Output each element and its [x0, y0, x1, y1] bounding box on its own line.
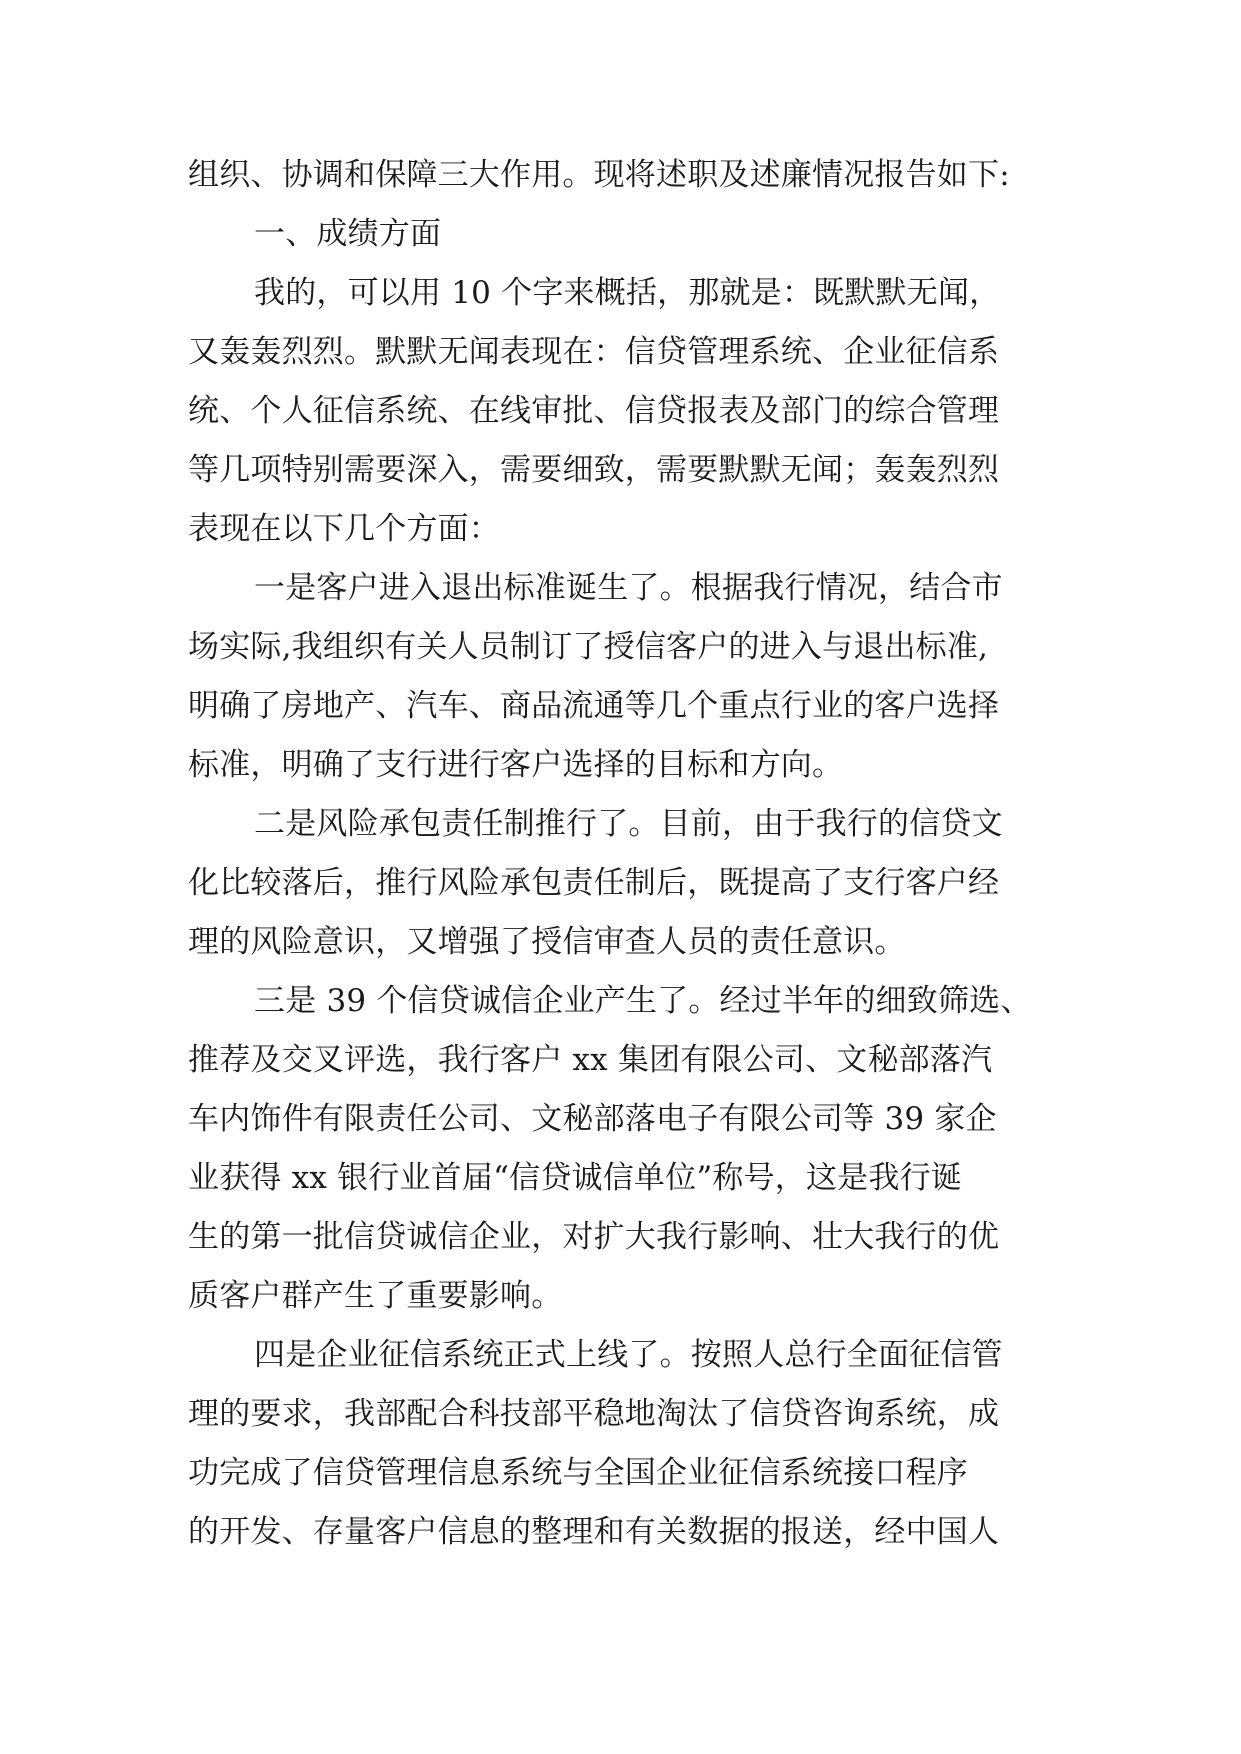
text-line: 三是 39 个信贷诚信企业产生了。经过半年的细致筛选、 — [254, 983, 1032, 1019]
text-line: 推荐及交叉评选，我行客户 xx 集团有限公司、文秘部落汽 — [188, 1042, 993, 1078]
text-line: 化比较落后，推行风险承包责任制后，既提高了支行客户经 — [188, 865, 1000, 901]
text-line: 我的，可以用 10 个字来概括，那就是：既默默无闻， — [254, 275, 1001, 311]
text-line: 场实际,我组织有关人员制订了授信客户的进入与退出标准, — [188, 629, 989, 665]
text-line: 一是客户进入退出标准诞生了。根据我行情况，结合市 — [254, 570, 1003, 606]
text-line: 明确了房地产、汽车、商品流通等几个重点行业的客户选择 — [188, 688, 1000, 724]
text-line: 二是风险承包责任制推行了。目前，由于我行的信贷文 — [254, 806, 1003, 842]
text-line: 表现在以下几个方面： — [188, 511, 500, 547]
text-line: 质客户群产生了重要影响。 — [188, 1278, 563, 1314]
text-line: 车内饰件有限责任公司、文秘部落电子有限公司等 39 家企 — [188, 1101, 997, 1137]
text-line: 功完成了信贷管理信息系统与全国企业征信系统接口程序 — [188, 1455, 968, 1491]
text-line: 四是企业征信系统正式上线了。按照人总行全面征信管 — [254, 1337, 1003, 1373]
text-line: 理的要求，我部配合科技部平稳地淘汰了信贷咨询系统，成 — [188, 1396, 1000, 1432]
text-line: 的开发、存量客户信息的整理和有关数据的报送，经中国人 — [188, 1514, 1000, 1550]
text-line: 又轰轰烈烈。默默无闻表现在：信贷管理系统、企业征信系 — [188, 334, 1000, 370]
text-line: 生的第一批信贷诚信企业，对扩大我行影响、壮大我行的优 — [188, 1219, 1000, 1255]
text-line: 等几项特别需要深入，需要细致，需要默默无闻；轰轰烈烈 — [188, 452, 1000, 488]
text-line: 统、个人征信系统、在线审批、信贷报表及部门的综合管理 — [188, 393, 1000, 429]
text-line: 业获得 xx 银行业首届“信贷诚信单位”称号，这是我行诞 — [188, 1160, 962, 1196]
text-line: 组织、协调和保障三大作用。现将述职及述廉情况报告如下: — [188, 157, 1010, 193]
text-line: 理的风险意识，又增强了授信审查人员的责任意识。 — [188, 924, 906, 960]
text-line: 标准，明确了支行进行客户选择的目标和方向。 — [188, 747, 844, 783]
section-heading: 一、成绩方面 — [254, 216, 442, 252]
